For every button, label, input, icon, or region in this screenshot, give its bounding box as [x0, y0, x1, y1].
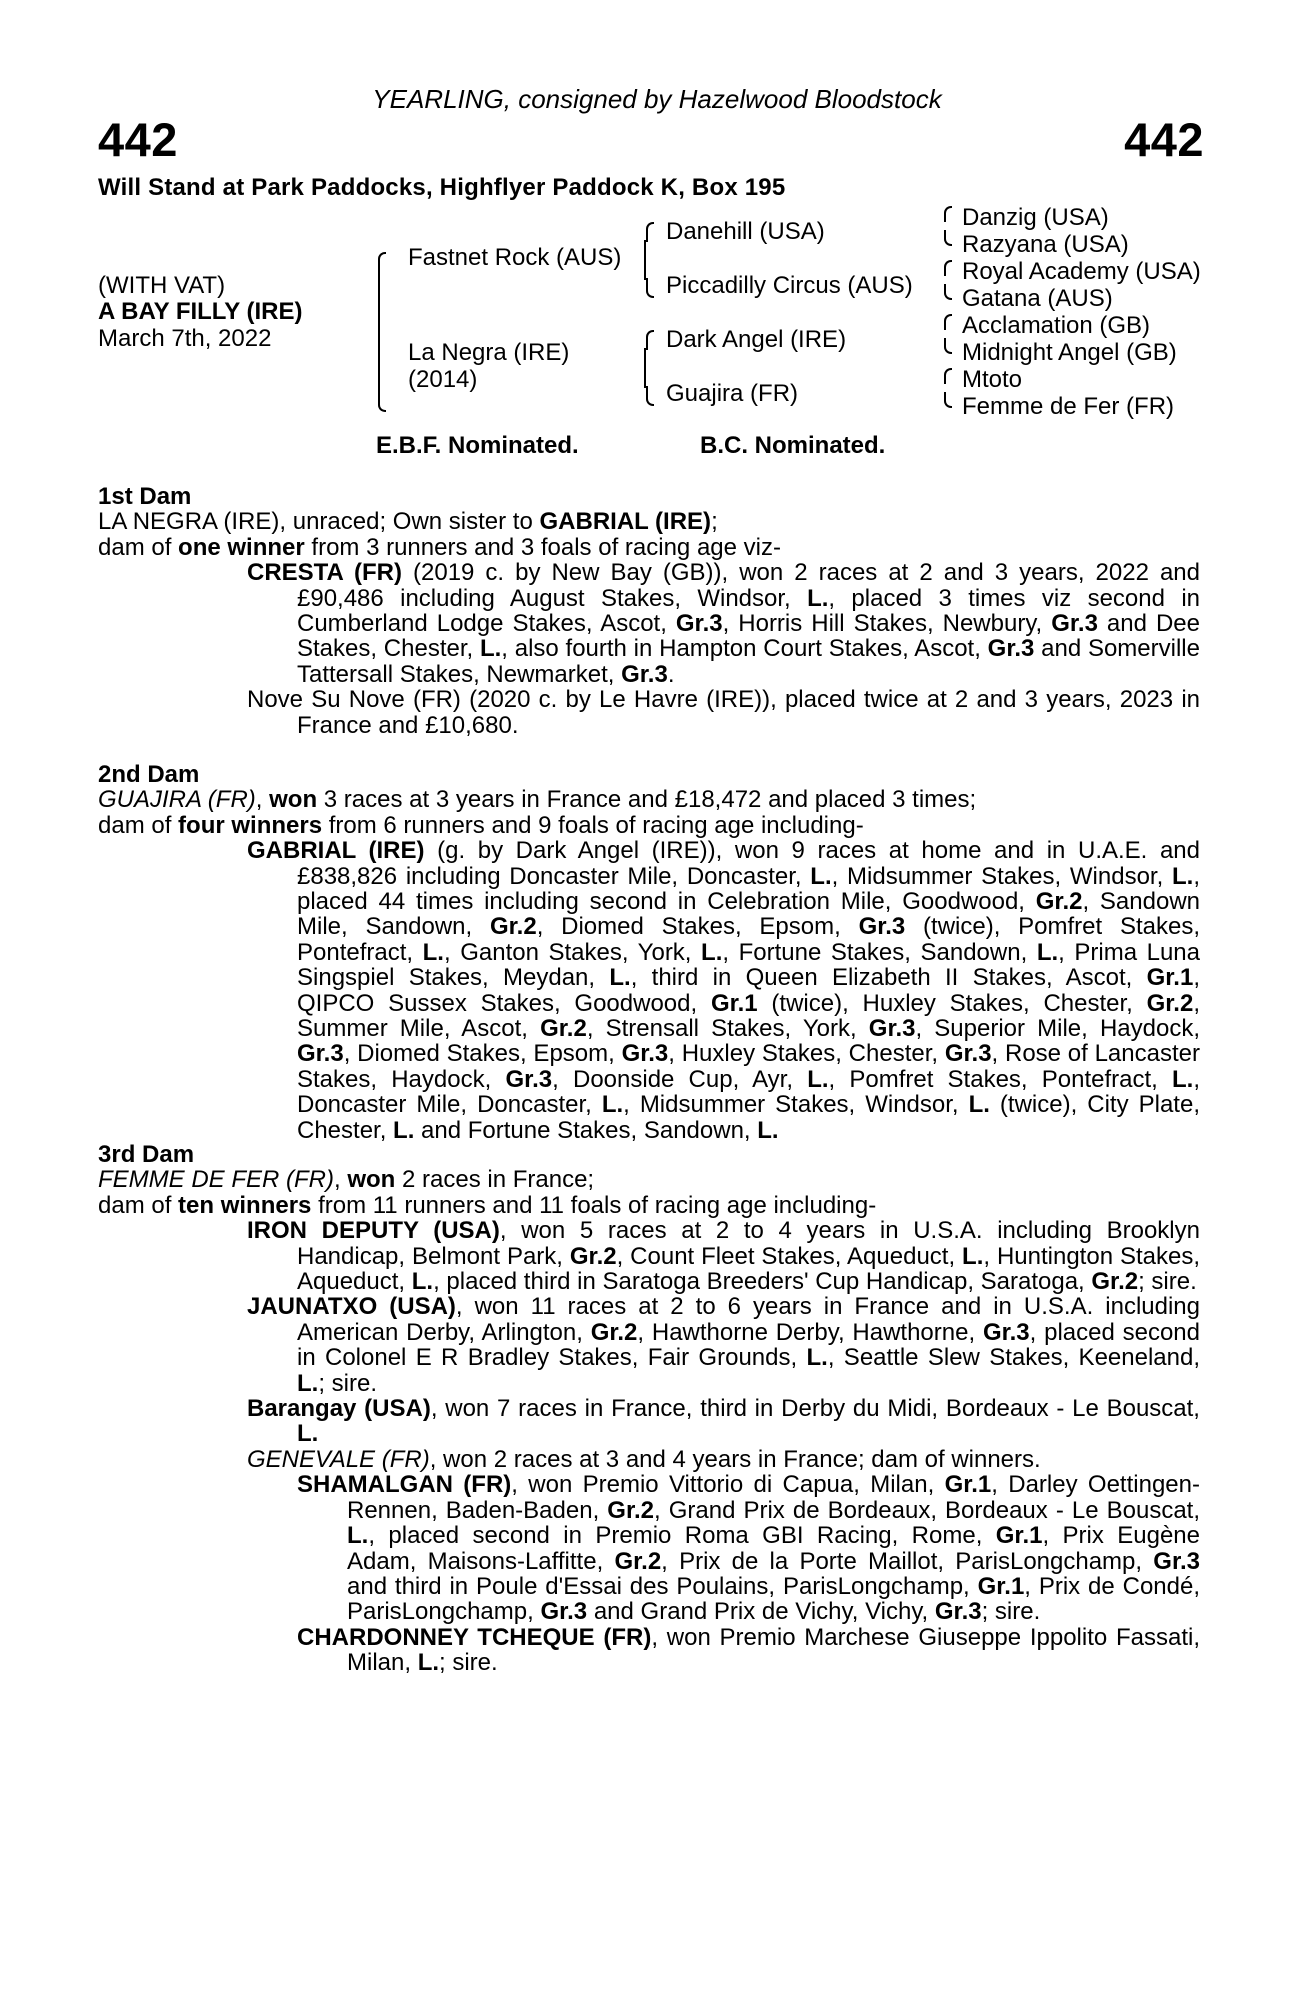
lot-number-left: 442	[98, 113, 178, 166]
third-dam-produce-4: GENEVALE (FR), won 2 races at 3 and 4 years in France; dam of winners.	[247, 1445, 1041, 1473]
third-dam-grandproduce-2: CHARDONNEY TCHEQUE (FR), won Premio Marchese Giuseppe Ippolito Fassati, Milan, L.; sire.	[297, 1623, 1200, 1677]
sire-brace-mid	[640, 240, 646, 280]
first-dam-produce-2: Nove Su Nove (FR) (2020 c. by Le Havre (IRE)), placed twice at 2 and 3 years, 2023 in France and £10,680.	[247, 686, 1200, 739]
third-dam-produce-3: Barangay (USA), won 7 races in France, third in Derby du Midi, Bordeaux - Le Bouscat, L.	[247, 1395, 1200, 1448]
dam-dam: Guajira (FR)	[666, 380, 799, 407]
second-dam-winners: four winners	[178, 811, 323, 839]
ebf-nomination: E.B.F. Nominated.	[376, 432, 579, 459]
second-dam-won: won	[269, 786, 318, 814]
second-dam-summary-pre: dam of	[98, 811, 179, 839]
pedigree-brace-mid-upper	[378, 270, 389, 332]
sire-brace-bottom	[646, 278, 654, 298]
first-dam-heading: 1st Dam	[98, 483, 192, 510]
second-dam-heading: 2nd Dam	[98, 761, 200, 788]
third-dam-summary-pre: dam of	[98, 1191, 179, 1219]
pedigree-brace-mid-lower	[378, 332, 389, 392]
third-dam-produce-1: IRON DEPUTY (USA), won 5 races at 2 to 4 years in U.S.A. including Brooklyn Handicap, Belmont Park, Gr.2, Count Fleet Stakes, Aqueduct, L., Huntington Stakes, Aqueduct, L., placed third in Saratoga Breeders' Cup Handicap, Saratoga, Gr.2; sire.	[247, 1217, 1201, 1296]
sire-sire: Danehill (USA)	[666, 218, 825, 245]
gen3-brace-4-bottom	[944, 392, 952, 408]
third-dam-record: 2 races in France;	[395, 1166, 595, 1194]
gen3-brace-3-top	[944, 314, 952, 330]
vat-note: (WITH VAT)	[98, 272, 226, 299]
pedigree-brace-bottom	[378, 392, 386, 412]
dam-name: La Negra (IRE)	[408, 339, 570, 366]
gen3-5: Acclamation (GB)	[962, 312, 1151, 339]
first-dam-summary-pre: dam of	[98, 533, 179, 561]
second-dam-produce-1: GABRIAL (IRE) (g. by Dark Angel (IRE)), won 9 races at home and in U.A.E. and £838,826 including Doncaster Mile, Doncaster, L., Midsummer Stakes, Windsor, L., placed 44 times including second in Celebration Mile, Goodwood, Gr.2, Sandown Mile, Sandown, Gr.2, Diomed Stakes, Epsom, Gr.3 (twice), Pomfret Stakes, Pontefract, L., Ganton Stakes, York, L., Fortune Stakes, Sandown, L., Prima Luna Singspiel Stakes, Meydan, L., third in Queen Elizabeth II Stakes, Ascot, Gr.1, QIPCO Sussex Stakes, Goodwood, Gr.1 (twice), Huxley Stakes, Chester, Gr.2, Summer Mile, Ascot, Gr.2, Strensall Stakes, York, Gr.3, Superior Mile, Haydock, Gr.3, Diomed Stakes, Epsom, Gr.3, Huxley Stakes, Chester, Gr.3, Rose of Lancaster Stakes, Haydock, Gr.3, Doonside Cup, Ayr, L., Pomfret Stakes, Pontefract, L., Doncaster Mile, Doncaster, L., Midsummer Stakes, Windsor, L. (twice), City Plate, Chester, L. and Fortune Stakes, Sandown, L.	[247, 837, 1201, 1144]
first-dam-winners: one winner	[178, 533, 305, 561]
gen3-brace-2-bottom	[944, 284, 952, 300]
first-dam-section	[98, 484, 1200, 738]
gen3-brace-2-top	[944, 260, 952, 276]
lot-number-right: 442	[1124, 113, 1204, 166]
gen3-6: Midnight Angel (GB)	[962, 339, 1177, 366]
first-dam-summary-post: from 3 runners and 3 foals of racing age viz-	[304, 533, 781, 561]
second-dam-summary-post: from 6 runners and 9 foals of racing age including-	[322, 811, 864, 839]
second-dam-intro: GUAJIRA (FR), won 3 races at 3 years in France and £18,472 and placed 3 times;	[98, 786, 977, 814]
first-dam-intro-text: LA NEGRA (IRE), unraced; Own sister to	[98, 508, 540, 536]
sire-dam: Piccadilly Circus (AUS)	[666, 272, 913, 299]
first-dam-intro-end: ;	[711, 508, 718, 536]
bc-nomination: B.C. Nominated.	[700, 432, 886, 459]
gen3-3: Royal Academy (USA)	[962, 258, 1201, 285]
third-dam-summary-post: from 11 runners and 11 foals of racing age including-	[311, 1191, 877, 1219]
gen3-brace-3-bottom	[944, 338, 952, 354]
third-dam-name: FEMME DE FER (FR)	[98, 1166, 334, 1194]
second-dam-produce-summary	[98, 813, 1200, 838]
dam-brace-mid	[640, 348, 646, 388]
third-dam-heading: 3rd Dam	[98, 1141, 195, 1168]
foaling-date: March 7th, 2022	[98, 325, 272, 352]
stand-location: Will Stand at Park Paddocks, Highflyer Paddock K, Box 195	[98, 174, 786, 201]
gen3-8: Femme de Fer (FR)	[962, 393, 1175, 420]
third-dam-winners: ten winners	[178, 1191, 312, 1219]
dam-year: (2014)	[408, 366, 478, 393]
third-dam-intro: FEMME DE FER (FR), won 2 races in France;	[98, 1166, 595, 1194]
gen3-7: Mtoto	[962, 366, 1023, 393]
gen3-brace-1-top	[944, 206, 952, 222]
third-dam-grandproduce-1: SHAMALGAN (FR), won Premio Vittorio di Capua, Milan, Gr.1, Darley Oettingen-Rennen, Baden-Baden, Gr.2, Grand Prix de Bordeaux, Bordeaux - Le Bouscat, L., placed second in Premio Roma GBI Racing, Rome, Gr.1, Prix Eugène Adam, Maisons-Laffitte, Gr.2, Prix de la Porte Maillot, ParisLongchamp, Gr.3 and third in Poule d'Essai des Poulains, ParisLongchamp, Gr.1, Prix de Condé, ParisLongchamp, Gr.3 and Grand Prix de Vichy, Vichy, Gr.3; sire.	[297, 1471, 1201, 1626]
gen3-brace-1-bottom	[944, 230, 952, 246]
dam-sire: Dark Angel (IRE)	[666, 326, 847, 353]
gen3-brace-4-top	[944, 368, 952, 384]
second-dam-section	[98, 762, 1200, 1143]
gen3-2: Razyana (USA)	[962, 231, 1129, 258]
second-dam-record: 3 races at 3 years in France and £18,472 and placed 3 times;	[317, 786, 977, 814]
first-dam-produce-summary	[98, 535, 1200, 560]
gen3-1: Danzig (USA)	[962, 204, 1109, 231]
sire: Fastnet Rock (AUS)	[408, 244, 622, 271]
lot-title: A BAY FILLY (IRE)	[98, 298, 303, 325]
second-dam-name: GUAJIRA (FR)	[98, 786, 256, 814]
first-dam-sister: GABRIAL (IRE)	[539, 508, 712, 536]
first-dam-intro	[98, 509, 1200, 534]
gen3-4: Gatana (AUS)	[962, 285, 1113, 312]
third-dam-produce-summary	[98, 1193, 1200, 1218]
consignment-header: YEARLING, consigned by Hazelwood Bloodstock	[372, 84, 942, 114]
dam-brace-top	[646, 330, 654, 350]
dam-brace-bottom	[646, 386, 654, 406]
third-dam-section	[98, 1142, 1200, 1676]
first-dam-produce-1: CRESTA (FR) (2019 c. by New Bay (GB)), won 2 races at 2 and 3 years, 2022 and £90,486 including August Stakes, Windsor, L., placed 3 times viz second in Cumberland Lodge Stakes, Ascot, Gr.3, Horris Hill Stakes, Newbury, Gr.3 and Dee Stakes, Chester, L., also fourth in Hampton Court Stakes, Ascot, Gr.3 and Somerville Tattersall Stakes, Newmarket, Gr.3.	[247, 559, 1200, 688]
third-dam-won: won	[347, 1166, 396, 1194]
sire-brace-top	[646, 222, 654, 242]
third-dam-produce-2: JAUNATXO (USA), won 11 races at 2 to 6 years in France and in U.S.A. including American Derby, Arlington, Gr.2, Hawthorne Derby, Hawthorne, Gr.3, placed second in Colonel E R Bradley Stakes, Fair Grounds, L., Seattle Slew Stakes, Keeneland, L.; sire.	[247, 1293, 1201, 1397]
pedigree-brace-top	[378, 252, 386, 272]
